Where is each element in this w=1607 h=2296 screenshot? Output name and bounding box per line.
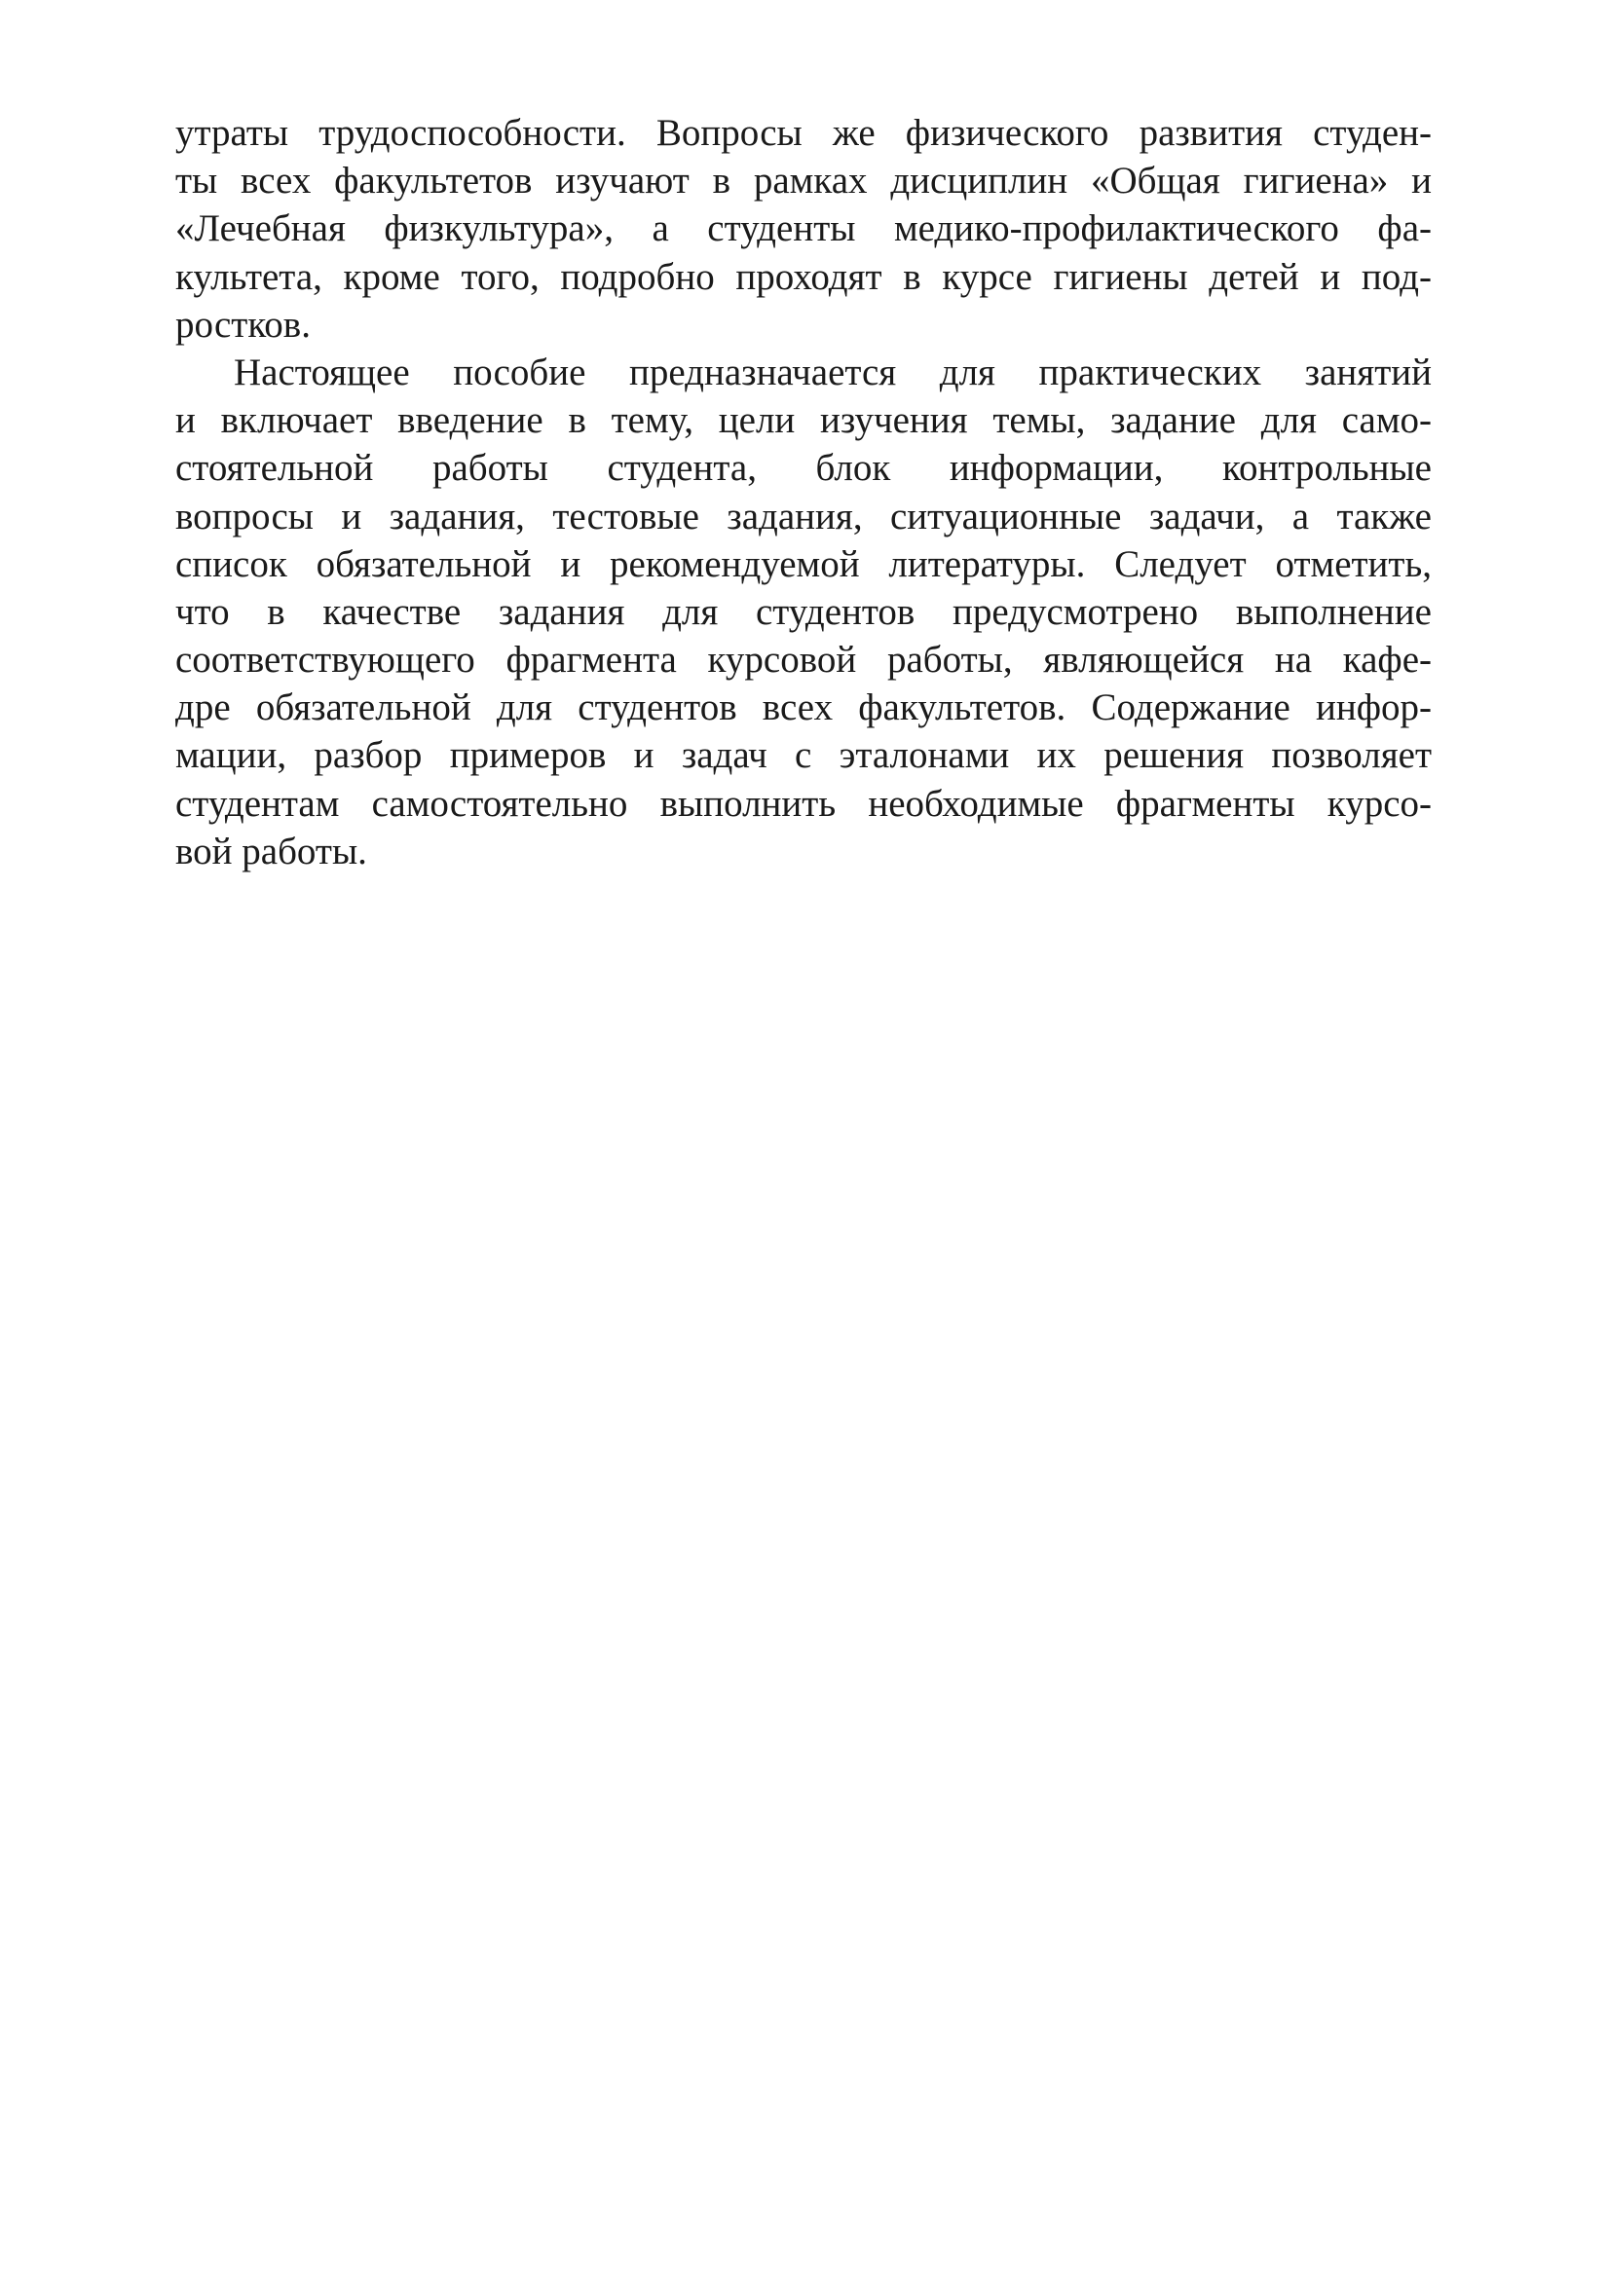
paragraph-2-line-1: Настоящее пособие предназначается для практических занятий bbox=[234, 351, 1432, 393]
paragraph-2-line-11: вой работы. bbox=[175, 830, 367, 872]
paragraph-1-line-1: утраты трудоспособности. Вопросы же физического развития студен- bbox=[175, 112, 1432, 154]
paragraph-1-line-5: ростков. bbox=[175, 303, 311, 346]
paragraph-1-line-4: культета, кроме того, подробно проходят в курсе гигиены детей и под- bbox=[175, 255, 1432, 298]
paragraph-1-line-3: «Лечебная физкультура», а студенты медико-профилактического фа- bbox=[175, 207, 1432, 250]
body-text bbox=[175, 109, 1432, 875]
paragraph-2-line-9: мации, разбор примеров и задач с эталонами их решения позволяет bbox=[175, 734, 1432, 777]
paragraph-2-line-3: стоятельной работы студента, блок информации, контрольные bbox=[175, 447, 1432, 490]
paragraph-2-line-7: соответствующего фрагмента курсовой работы, являющейся на кафе- bbox=[175, 639, 1432, 682]
paragraph-2-line-6: что в качестве задания для студентов предусмотрено выполнение bbox=[175, 590, 1432, 633]
paragraph-2-line-8: дре обязательной для студентов всех факультетов. Содержание инфор- bbox=[175, 686, 1432, 729]
paragraph-1-line-2: ты всех факультетов изучают в рамках дисциплин «Общая гигиена» и bbox=[175, 160, 1432, 203]
paragraph-2-line-5: список обязательной и рекомендуемой литературы. Следует отметить, bbox=[175, 542, 1432, 585]
paragraph-2-line-10: студентам самостоятельно выполнить необходимые фрагменты курсо- bbox=[175, 782, 1432, 825]
paragraph-2-line-4: вопросы и задания, тестовые задания, ситуационные задачи, а также bbox=[175, 495, 1432, 537]
paragraph-2-line-2: и включает введение в тему, цели изучения темы, задание для само- bbox=[175, 399, 1432, 442]
